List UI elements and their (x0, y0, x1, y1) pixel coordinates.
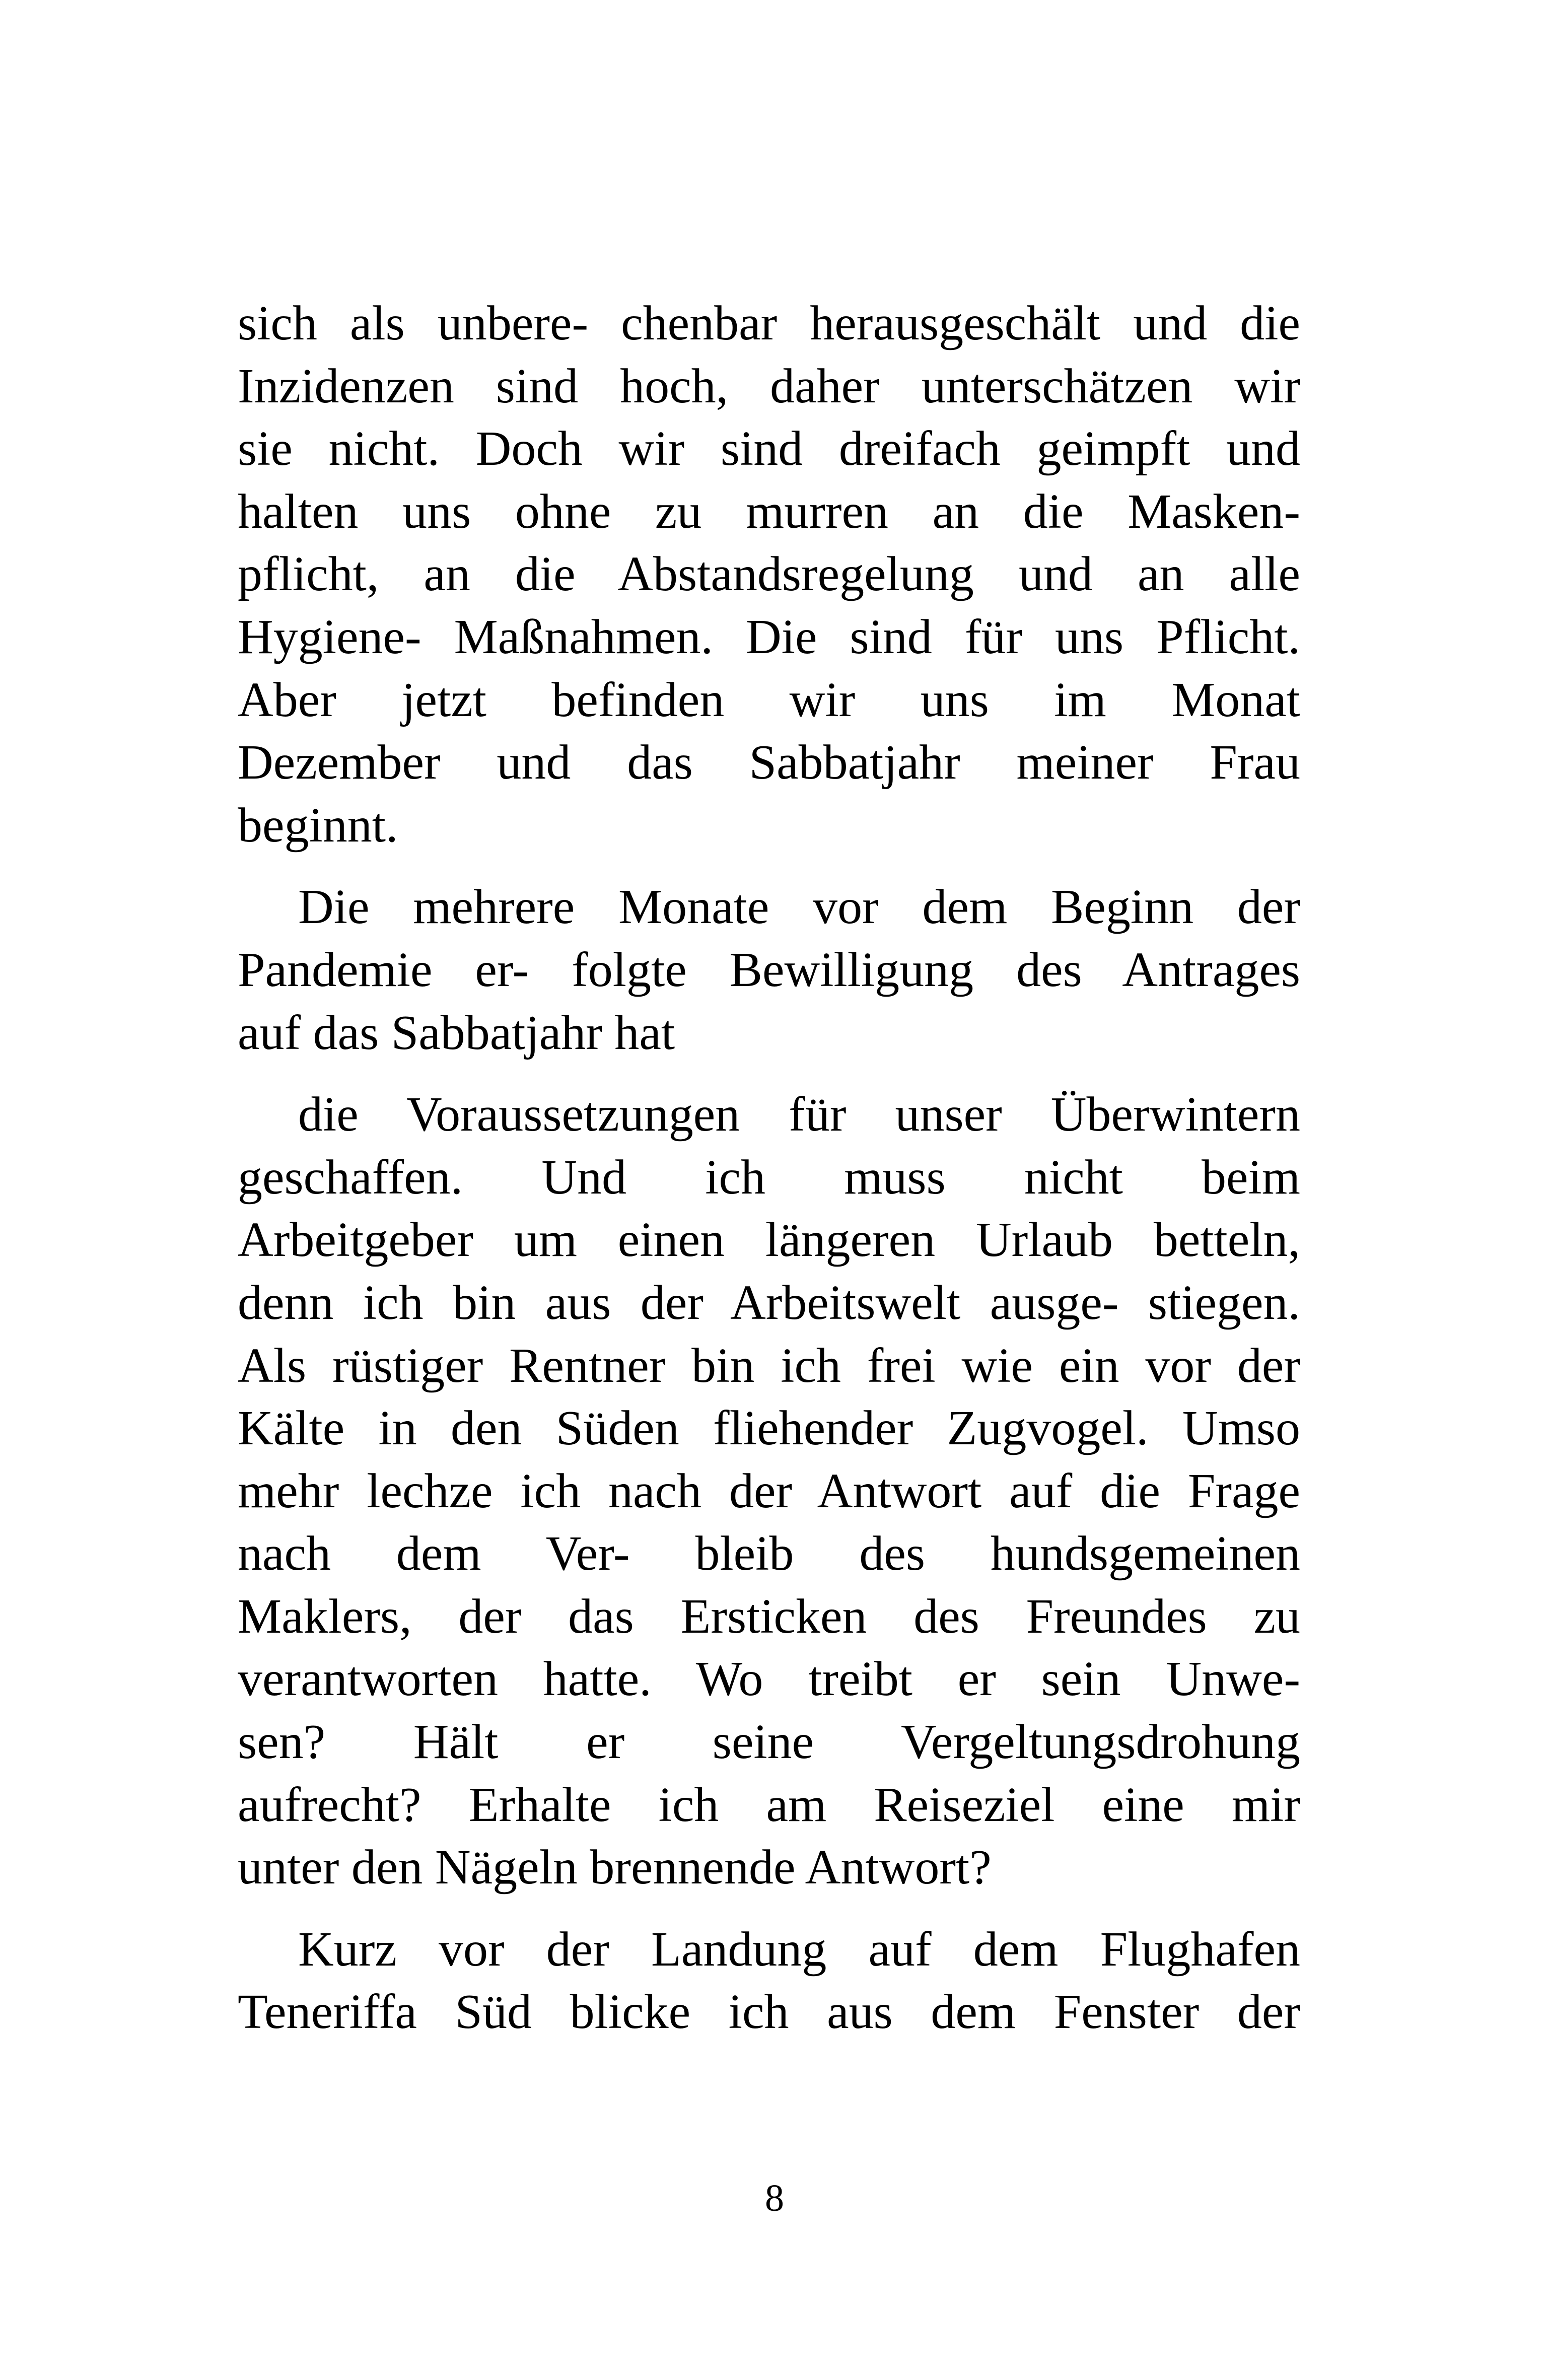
paragraph-gap (238, 1064, 1300, 1083)
text-line: die Voraussetzungen für unser Überwintern (298, 1087, 1300, 1142)
text-line: aufrecht? Erhalte ich am Reiseziel eine mir (238, 1777, 1300, 1832)
paragraph (238, 876, 1300, 1064)
text-line: auf das Sabbatjahr hat (238, 1005, 675, 1060)
paragraph (238, 1083, 1300, 1899)
text-line: denn ich bin aus der Arbeitswelt ausge- stiegen. (238, 1275, 1300, 1330)
page-number: 8 (765, 2177, 784, 2219)
text-line: Inzidenzen sind hoch, daher unterschätzen wir (238, 359, 1300, 413)
text-line: sie nicht. Doch wir sind dreifach geimpft und (238, 422, 1300, 476)
paragraph (238, 292, 1300, 857)
paragraph-gap (238, 857, 1300, 876)
text-line: Teneriffa Süd blicke ich aus dem Fenster der (238, 1985, 1300, 2040)
text-line: verantworten hatte. Wo treibt er sein Unwe- (238, 1652, 1300, 1707)
text-line: Als rüstiger Rentner bin ich frei wie ein vor der (238, 1338, 1300, 1393)
paragraph (238, 1918, 1300, 2044)
text-line: beginnt. (238, 798, 398, 853)
text-line: mehr lechze ich nach der Antwort auf die Frage (238, 1463, 1300, 1518)
text-line: sen? Hält er seine Vergeltungsdrohung (238, 1715, 1300, 1770)
body-text (238, 292, 1300, 2044)
text-line: sich als unbere- chenbar herausgeschält und die (238, 296, 1300, 351)
text-line: Pandemie er- folgte Bewilligung des Antrages (238, 942, 1300, 997)
text-line: geschaffen. Und ich muss nicht beim (238, 1150, 1300, 1205)
text-line: Kurz vor der Landung auf dem Flughafen (298, 1922, 1300, 1977)
text-line: Die mehrere Monate vor dem Beginn der (298, 880, 1300, 935)
text-line: halten uns ohne zu murren an die Masken- (238, 484, 1300, 539)
text-line: Maklers, der das Ersticken des Freundes zu (238, 1589, 1300, 1644)
text-line: nach dem Ver- bleib des hundsgemeinen (238, 1526, 1300, 1581)
text-line: pflicht, an die Abstandsregelung und an alle (238, 547, 1300, 602)
paragraph-gap (238, 1899, 1300, 1918)
text-line: unter den Nägeln brennende Antwort? (238, 1840, 992, 1895)
text-line: Dezember und das Sabbatjahr meiner Frau (238, 735, 1300, 790)
text-line: Aber jetzt befinden wir uns im Monat (238, 672, 1300, 727)
text-line: Kälte in den Süden fliehender Zugvogel. Umso (238, 1401, 1300, 1456)
text-line: Hygiene- Maßnahmen. Die sind für uns Pflicht. (238, 609, 1300, 664)
text-line: Arbeitgeber um einen längeren Urlaub betteln, (238, 1213, 1300, 1268)
